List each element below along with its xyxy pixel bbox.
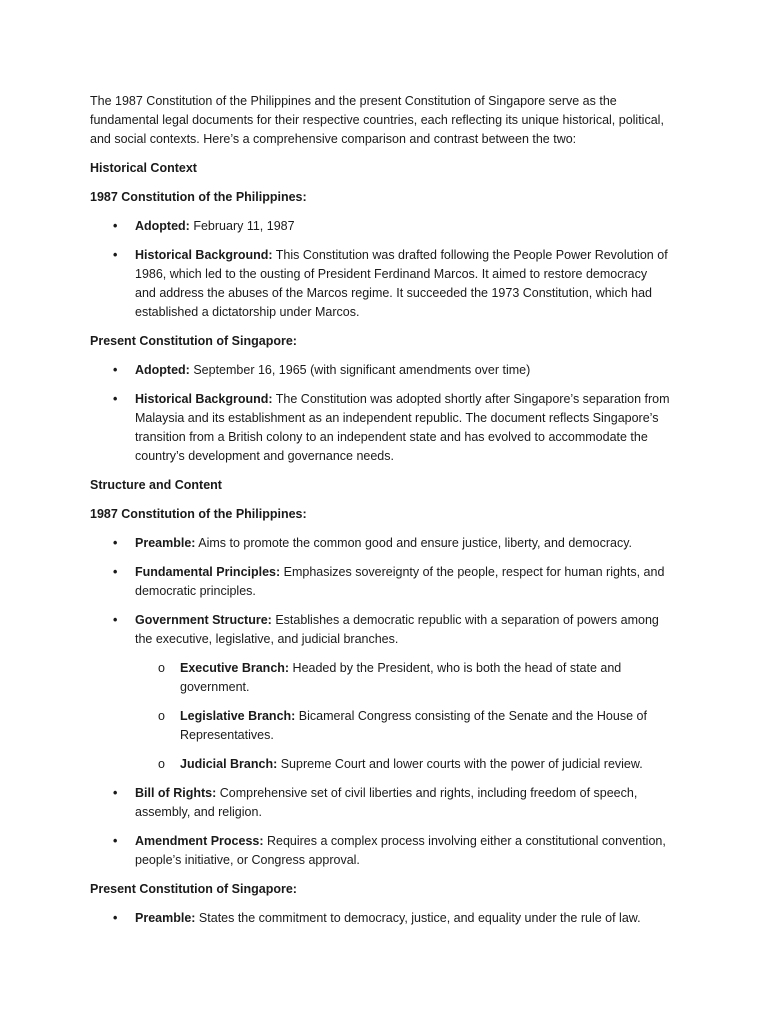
sub-bullet-icon: o [158, 757, 165, 771]
ph-structure-list [90, 534, 670, 870]
item-text: Emphasizes sovereignty of the people, respect for human rights, and democratic principles. [135, 565, 665, 598]
section-title-structure: Structure and Content [90, 478, 222, 492]
item-term: Preamble: [135, 536, 196, 550]
section-title-historical: Historical Context [90, 161, 197, 175]
sub-list-item [135, 707, 670, 745]
sub-list-item [135, 755, 670, 774]
item-term: Adopted: [135, 219, 190, 233]
bullet-icon: • [113, 219, 118, 233]
item-text: The Constitution was adopted shortly after Singapore’s separation from Malaysia and its establishment as an independent republic. The document reflects Singapore’s transition from a British colony to an independent state and has evolved to accommodate the country’s development and governance needs. [135, 392, 670, 463]
bullet-icon: • [113, 834, 118, 848]
item-term: Judicial Branch: [180, 757, 278, 771]
bullet-icon: • [113, 536, 118, 550]
list-item [90, 246, 670, 322]
sg-historical-list [90, 361, 670, 466]
bullet-icon: • [113, 911, 118, 925]
list-item [90, 217, 670, 236]
list-item [90, 390, 670, 466]
bullet-icon: • [113, 392, 118, 406]
item-text: Requires a complex process involving either a constitutional convention, people’s initiative, or Congress approval. [135, 834, 666, 867]
item-term: Amendment Process: [135, 834, 264, 848]
sub-bullet-icon: o [158, 709, 165, 723]
bullet-icon: • [113, 786, 118, 800]
item-text: States the commitment to democracy, justice, and equality under the rule of law. [195, 911, 641, 925]
subheading-sg-historical: Present Constitution of Singapore: [90, 334, 297, 348]
item-term: Bill of Rights: [135, 786, 217, 800]
ph-historical-list [90, 217, 670, 322]
subheading-ph-structure: 1987 Constitution of the Philippines: [90, 507, 307, 521]
item-term: Government Structure: [135, 613, 272, 627]
list-item [90, 534, 670, 553]
item-term: Preamble: [135, 911, 196, 925]
item-text: Headed by the President, who is both the head of state and government. [180, 661, 622, 694]
item-text: Establishes a democratic republic with a separation of powers among the executive, legislative, and judicial branches. [135, 613, 659, 646]
subheading-sg-structure: Present Constitution of Singapore: [90, 882, 297, 896]
subheading-ph-historical: 1987 Constitution of the Philippines: [90, 190, 307, 204]
sub-bullet-icon: o [158, 661, 165, 675]
item-text: September 16, 1965 (with significant amendments over time) [189, 363, 531, 377]
list-item [90, 832, 670, 870]
item-text: This Constitution was drafted following the People Power Revolution of 1986, which led to the ousting of President Ferdinand Marcos. It aimed to restore democracy and address the abuses of the Marcos regime. It succeeded the 1973 Constitution, which had established a dictatorship under Marcos. [135, 248, 668, 319]
item-text: Comprehensive set of civil liberties and rights, including freedom of speech, assembly, and religion. [135, 786, 638, 819]
item-term: Executive Branch: [180, 661, 290, 675]
list-item [90, 611, 670, 774]
bullet-icon: • [113, 565, 118, 579]
branches-sublist [135, 659, 670, 774]
bullet-icon: • [113, 248, 118, 262]
item-term: Historical Background: [135, 248, 273, 262]
list-item [90, 361, 670, 380]
item-term: Legislative Branch: [180, 709, 296, 723]
list-item [90, 909, 670, 928]
sub-list-item [135, 659, 670, 697]
sg-structure-list [90, 909, 670, 928]
item-term: Historical Background: [135, 392, 273, 406]
item-term: Fundamental Principles: [135, 565, 281, 579]
list-item [90, 563, 670, 601]
bullet-icon: • [113, 363, 118, 377]
bullet-icon: • [113, 613, 118, 627]
item-text: Aims to promote the common good and ensure justice, liberty, and democracy. [195, 536, 633, 550]
intro-paragraph: The 1987 Constitution of the Philippines and the present Constitution of Singapore serve as the fundamental legal documents for their respective countries, each reflecting its unique historical, political, and social contexts. Here’s a comprehensive comparison and contrast between the two: [90, 94, 664, 146]
document-page [90, 92, 670, 938]
item-term: Adopted: [135, 363, 190, 377]
list-item [90, 784, 670, 822]
item-text: Supreme Court and lower courts with the power of judicial review. [277, 757, 643, 771]
item-text: February 11, 1987 [189, 219, 295, 233]
item-text: Bicameral Congress consisting of the Senate and the House of Representatives. [180, 709, 647, 742]
